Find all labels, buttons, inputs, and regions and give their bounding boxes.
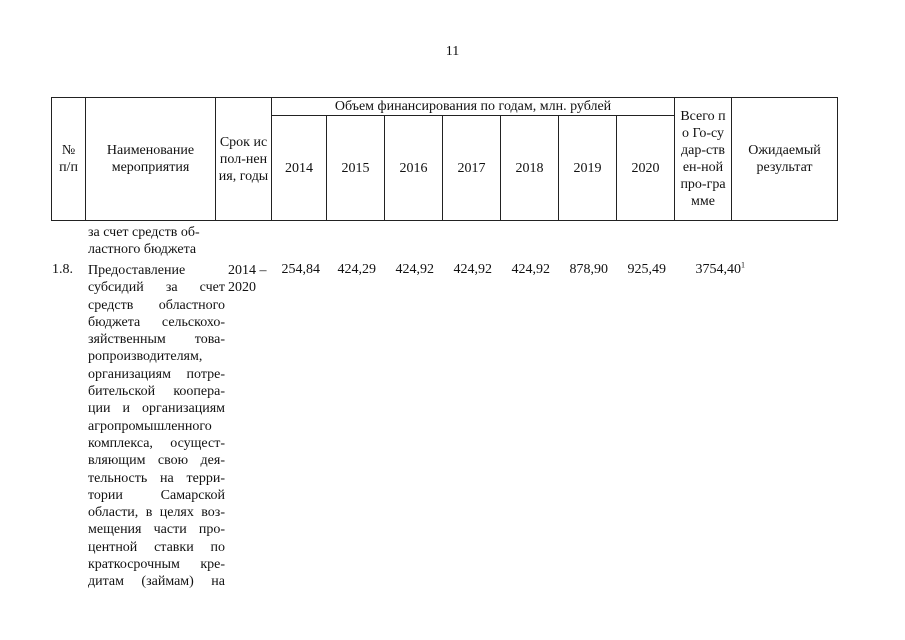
year-2015: 2015 (327, 116, 385, 221)
footnote-marker: 1 (741, 260, 745, 270)
value-2015: 424,29 (337, 262, 376, 277)
value-2020: 925,49 (627, 262, 666, 277)
year-2016: 2016 (385, 116, 443, 221)
header-total: Всего по Го-судар-ствен-ной про-грамме (675, 98, 732, 221)
continuation-text: за счет средств об- ластного бюджета (88, 225, 200, 257)
year-2020: 2020 (617, 116, 675, 221)
header-num: № п/п (52, 98, 86, 221)
year-2017: 2017 (443, 116, 501, 221)
value-2017: 424,92 (453, 262, 492, 277)
value-2016: 424,92 (395, 262, 434, 277)
row-description: Предоставление субсидий за счет средств областного бюджета сельскохо- зяйственным това- ропроизводителям, организациям потре- бительской коопера- ции и организациям агропромышленного комплекса, осущест- вляющим свою дея- тельность на терри- тории Самарской области, в целях воз- мещения части про- центной ставки по краткосрочным кре- дитам (займам) на (88, 263, 225, 590)
value-2019: 878,90 (569, 262, 608, 277)
year-2014: 2014 (272, 116, 327, 221)
row-term: 2014 – 2020 (228, 263, 267, 295)
value-2014: 254,84 (281, 262, 320, 277)
header-term: Срок испол-нения, годы (216, 98, 272, 221)
header-result: Ожидаемый результат (732, 98, 838, 221)
header-funding: Объем финансирования по годам, млн. рублей (272, 98, 675, 116)
year-2018: 2018 (501, 116, 559, 221)
value-total: 3754,40$^1$ (695, 260, 745, 277)
header-name: Наименование мероприятия (86, 98, 216, 221)
year-2019: 2019 (559, 116, 617, 221)
row-number: 1.8. (52, 262, 73, 277)
table-header (51, 97, 838, 221)
page-number: 11 (445, 44, 460, 59)
value-2018: 424,92 (511, 262, 550, 277)
